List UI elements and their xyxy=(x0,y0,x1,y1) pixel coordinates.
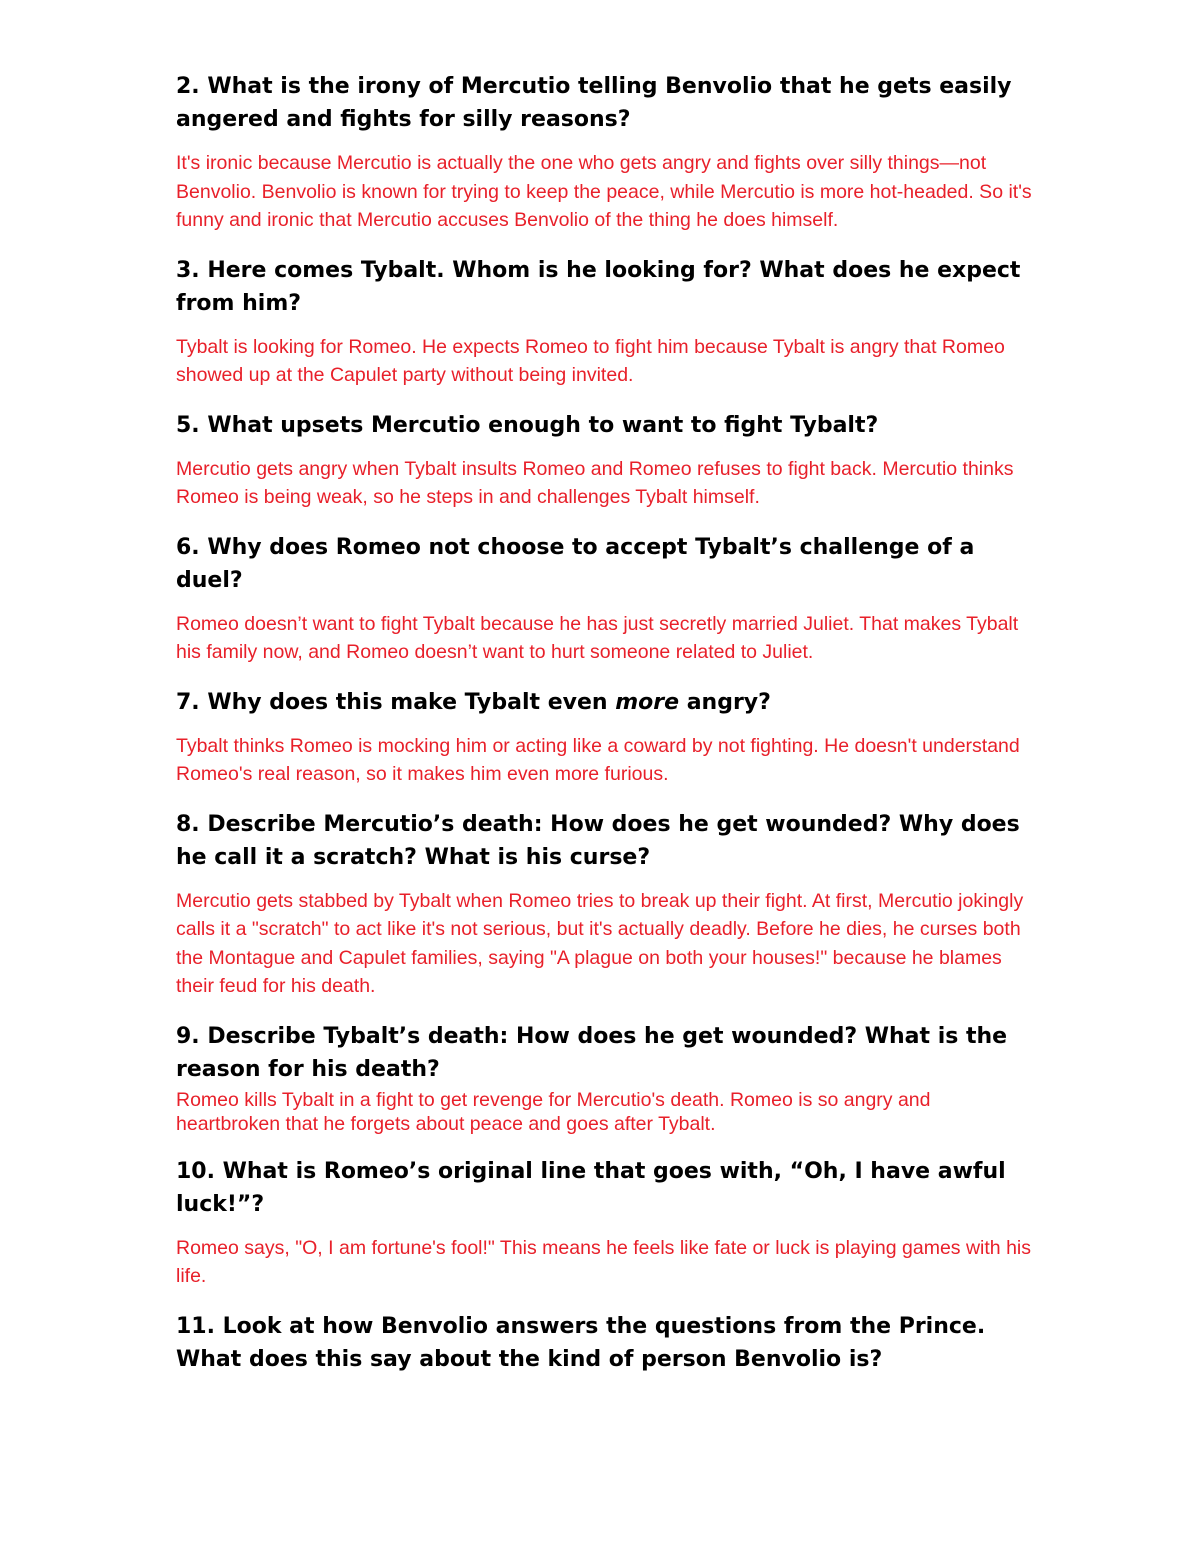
qa-block-11 xyxy=(176,1310,1036,1376)
answer-10: Romeo says, "O, I am fortune's fool!" This means he feels like fate or luck is playing games with his life. xyxy=(176,1236,1031,1287)
question-11: 11. Look at how Benvolio answers the questions from the Prince. What does this say about the kind of person Benvolio is? xyxy=(176,1313,986,1372)
question-7-end: angry? xyxy=(679,689,771,715)
question-3: 3. Here comes Tybalt. Whom is he looking for? What does he expect from him? xyxy=(176,257,1021,316)
qa-block-10 xyxy=(176,1155,1036,1291)
question-7-start: 7. Why does this make Tybalt even xyxy=(176,689,616,715)
answer-6: Romeo doesn’t want to fight Tybalt because he has just secretly married Juliet. That makes Tybalt his family now, and Romeo doesn’t want to hurt someone related to Juliet. xyxy=(176,612,1019,663)
answer-5: Mercutio gets angry when Tybalt insults Romeo and Romeo refuses to fight back. Mercutio thinks Romeo is being weak, so he steps in and challenges Tybalt himself. xyxy=(176,457,1014,508)
question-6: 6. Why does Romeo not choose to accept Tybalt’s challenge of a duel? xyxy=(176,534,975,593)
qa-block-2 xyxy=(176,70,1036,235)
qa-block-9 xyxy=(176,1020,1036,1136)
question-7-emphasis: more xyxy=(615,689,680,715)
document-page xyxy=(176,70,1036,1395)
answer-8: Mercutio gets stabbed by Tybalt when Romeo tries to break up their fight. At first, Mercutio jokingly calls it a "scratch" to act like it's not serious, but it's actually deadly. Before he dies, he curses both the Montague and Capulet families, saying "A plague on both your houses!" because he blames their feud for his death. xyxy=(176,889,1024,997)
question-10: 10. What is Romeo’s original line that goes with, “Oh, I have awful luck!”? xyxy=(176,1158,1006,1217)
answer-7: Tybalt thinks Romeo is mocking him or acting like a coward by not fighting. He doesn't understand Romeo's real reason, so it makes him even more furious. xyxy=(176,734,1020,785)
qa-block-3 xyxy=(176,254,1036,390)
question-2: 2. What is the irony of Mercutio telling Benvolio that he gets easily angered and fights for silly reasons? xyxy=(176,74,1012,132)
qa-block-6 xyxy=(176,531,1036,667)
question-8: 8. Describe Mercutio’s death: How does he get wounded? Why does he call it a scratch? What is his curse? xyxy=(176,811,1020,870)
question-5: 5. What upsets Mercutio enough to want to fight Tybalt? xyxy=(176,412,879,438)
answer-9: Romeo kills Tybalt in a fight to get revenge for Mercutio's death. Romeo is so angry and heartbroken that he forgets about peace and goes after Tybalt. xyxy=(176,1088,931,1135)
answer-3: Tybalt is looking for Romeo. He expects Romeo to fight him because Tybalt is angry that Romeo showed up at the Capulet party without being invited. xyxy=(176,335,1005,386)
question-7 xyxy=(176,686,1036,719)
qa-block-5 xyxy=(176,409,1036,512)
answer-2: It's ironic because Mercutio is actually the one who gets angry and fights over silly things—not Benvolio. Benvolio is known for trying to keep the peace, while Mercutio is more hot-headed. So it's funny and ironic that Mercutio accuses Benvolio of the thing he does himself. xyxy=(176,152,1032,231)
qa-block-8 xyxy=(176,808,1036,1001)
question-9: 9. Describe Tybalt’s death: How does he get wounded? What is the reason for his death? xyxy=(176,1023,1008,1082)
qa-block-7 xyxy=(176,686,1036,789)
